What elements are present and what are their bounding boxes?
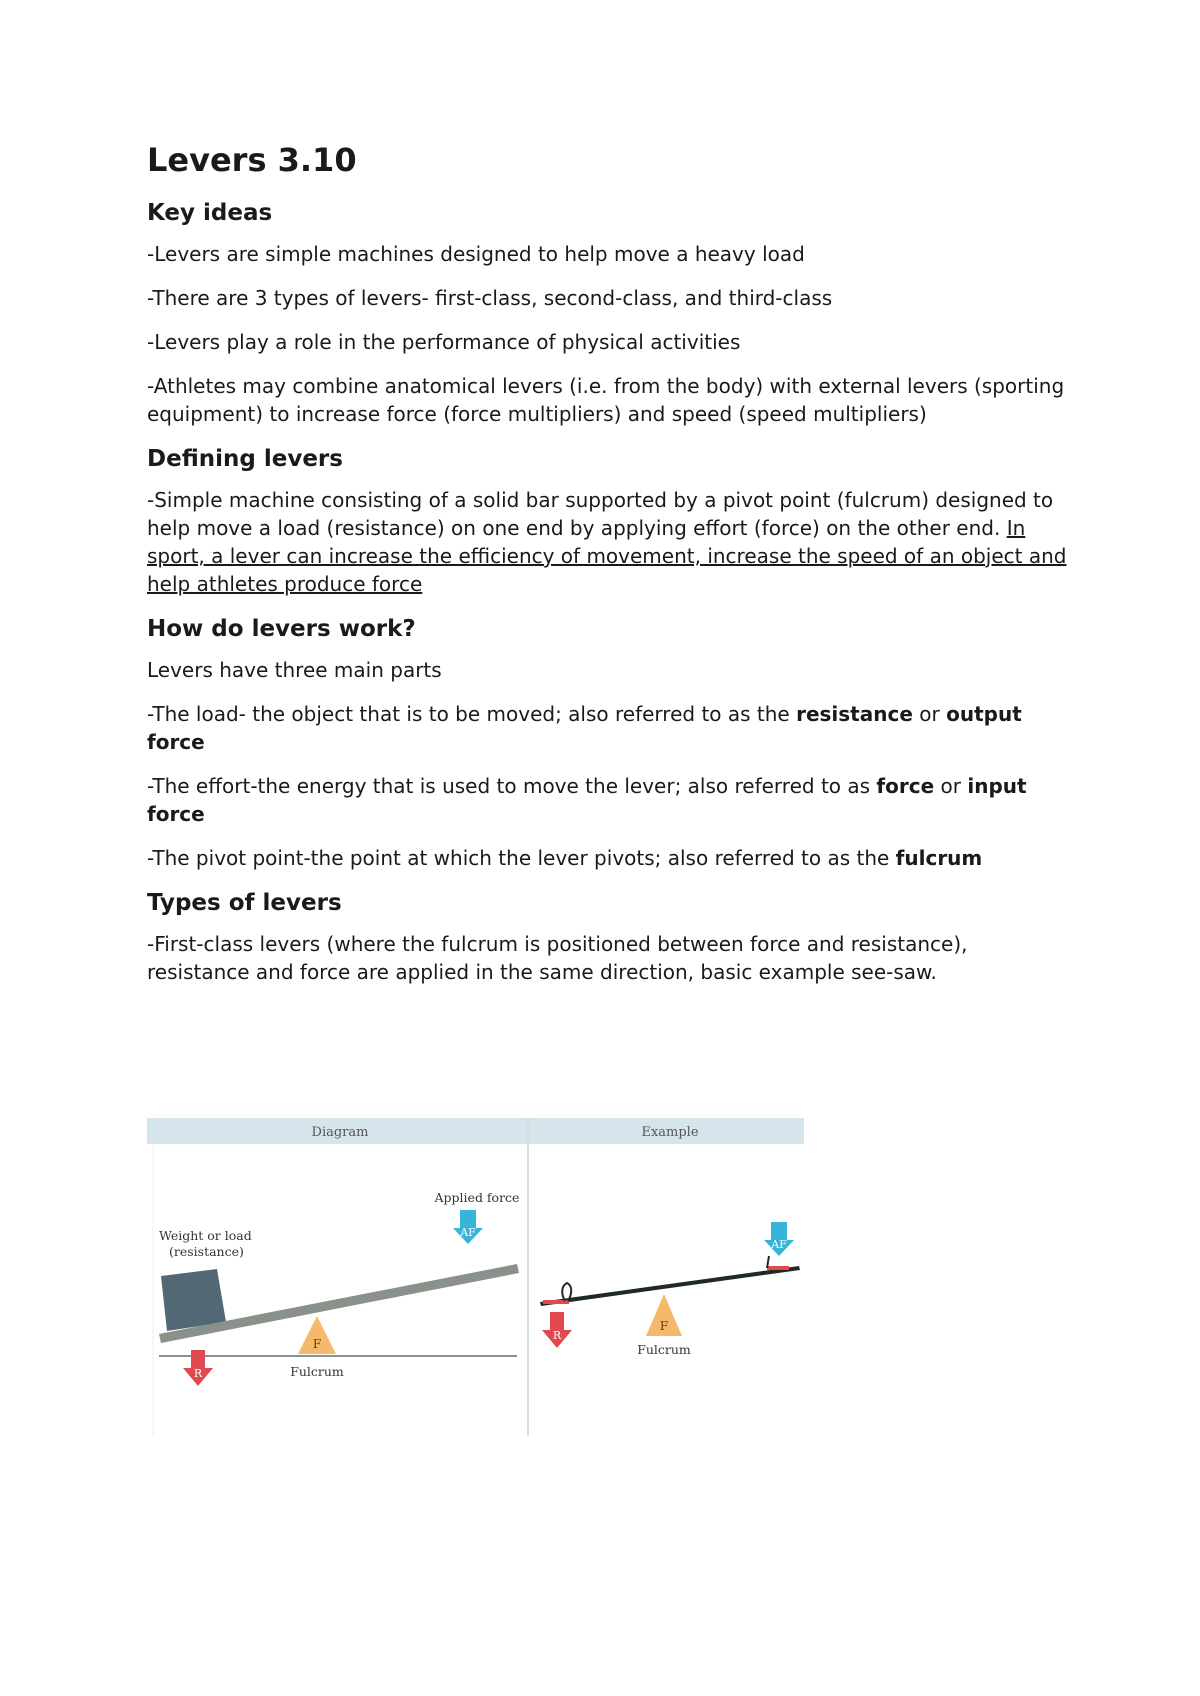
page-title: Levers 3.10 (147, 141, 357, 179)
heading-how-levers-work: How do levers work? (147, 616, 416, 642)
af-label: AF (460, 1226, 476, 1239)
defining-text: -Simple machine consisting of a solid bar supported by a pivot point (fulcrum) designed to help move a load (resistance) on one end by applying effort (force) on the other end. (147, 488, 1054, 540)
part-load-or: or (912, 702, 947, 726)
example-header-label: Example (641, 1125, 699, 1140)
weight-label-line2: (resistance) (169, 1244, 244, 1259)
term-force: force (876, 774, 935, 798)
part-effort (147, 772, 1067, 828)
part-load-text: -The load- the object that is to be moved; also referred to as the (147, 702, 797, 726)
defining-paragraph (147, 486, 1067, 598)
first-class-description: -First-class levers (where the fulcrum is positioned between force and resistance), resistance and force are applied in the same direction, basic example see-saw. (147, 932, 968, 984)
key-idea-3: -Levers play a role in the performance of physical activities (147, 330, 741, 354)
term-fulcrum: fulcrum (895, 846, 983, 870)
lever-figure-svg (147, 1118, 804, 1436)
load-block (161, 1269, 226, 1331)
example-fulcrum-f-label: F (659, 1319, 669, 1333)
heading-types-of-levers: Types of levers (147, 890, 342, 916)
seesaw-seat-right (767, 1266, 789, 1270)
heading-key-ideas: Key ideas (147, 200, 273, 226)
fulcrum-label: Fulcrum (290, 1364, 344, 1379)
fulcrum-f-label: F (312, 1337, 322, 1351)
first-class-lever-figure (147, 1118, 804, 1436)
key-idea-1: -Levers are simple machines designed to help move a heavy load (147, 242, 805, 266)
term-input-force: input force (147, 774, 1027, 826)
part-effort-text: -The effort-the energy that is used to move the lever; also referred to as (147, 774, 877, 798)
term-resistance: resistance (796, 702, 913, 726)
key-idea-4: -Athletes may combine anatomical levers (i.e. from the body) with external levers (sporting equipment) to increase force (force multipliers) and speed (speed multipliers) (147, 374, 1065, 426)
example-fulcrum-label: Fulcrum (637, 1342, 691, 1357)
diagram-header-label: Diagram (311, 1125, 369, 1140)
heading-defining-levers: Defining levers (147, 446, 343, 472)
key-idea-2: -There are 3 types of levers- first-class, second-class, and third-class (147, 286, 833, 310)
example-r-label: R (552, 1329, 562, 1342)
applied-force-label: Applied force (434, 1190, 520, 1205)
defining-underlined-text: In sport, a lever can increase the efficiency of movement, increase the speed of an object and help athletes produce force (147, 516, 1067, 596)
weight-label-line1: Weight or load (159, 1228, 252, 1243)
example-af-label: AF (771, 1238, 787, 1251)
seesaw-plank (540, 1266, 800, 1306)
term-output-force: output force (147, 702, 1022, 754)
part-pivot (147, 844, 1067, 872)
part-pivot-text: -The pivot point-the point at which the lever pivots; also referred to as the (147, 846, 896, 870)
part-load (147, 700, 1067, 756)
part-effort-or: or (934, 774, 968, 798)
r-label: R (193, 1367, 203, 1380)
document-page (147, 140, 1067, 1002)
how-intro: Levers have three main parts (147, 658, 442, 682)
